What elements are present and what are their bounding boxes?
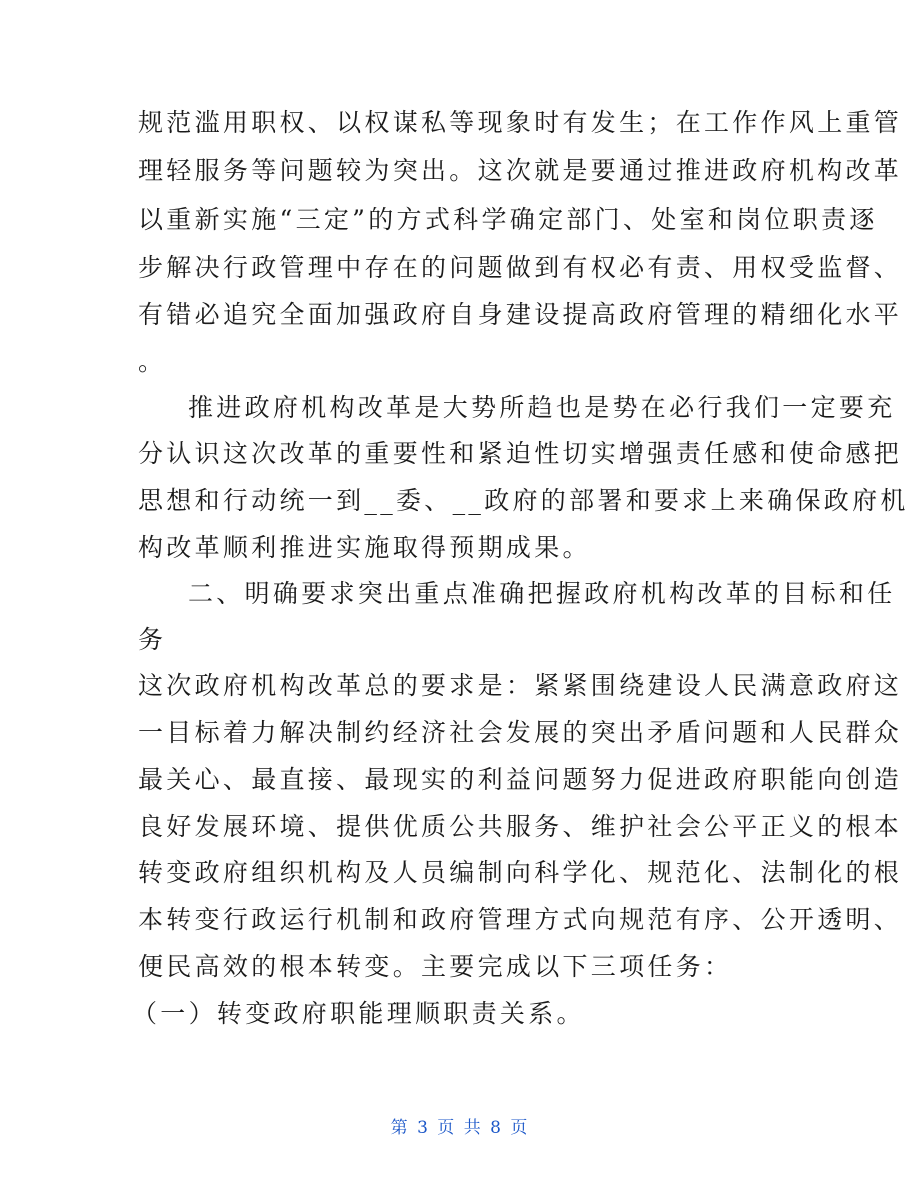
- text-line: 便民高效的根本转变。主要完成以下三项任务：: [138, 952, 733, 981]
- text-line: 。: [138, 347, 167, 376]
- text-line: 以重新实施“三定”的方式科学确定部门、处室和岗位职责逐: [138, 205, 878, 234]
- section-heading-continuation: 务: [138, 625, 167, 654]
- section-heading: 二、明确要求突出重点准确把握政府机构改革的目标和任: [188, 579, 896, 608]
- text-line: 有错必追究全面加强政府自身建设提高政府管理的精细化水平: [138, 300, 903, 329]
- paragraph-first-line: 推进政府机构改革是大势所趋也是势在必行我们一定要充: [188, 393, 896, 422]
- page-number-footer: 第 3 页 共 8 页: [390, 1118, 530, 1138]
- subsection-heading: （一）转变政府职能理顺职责关系。: [132, 999, 585, 1028]
- text-line: 一目标着力解决制约经济社会发展的突出矛盾问题和人民群众: [138, 718, 903, 747]
- text-line: 分认识这次改革的重要性和紧迫性切实增强责任感和使命感把: [138, 439, 903, 468]
- text-line: 本转变行政运行机制和政府管理方式向规范有序、公开透明、: [138, 905, 903, 934]
- text-line: 转变政府组织机构及人员编制向科学化、规范化、法制化的根: [138, 858, 903, 887]
- text-line: 步解决行政管理中存在的问题做到有权必有责、用权受监督、: [138, 253, 903, 282]
- text-line: 理轻服务等问题较为突出。这次就是要通过推进政府机构改革: [138, 156, 903, 185]
- text-line: 规范滥用职权、以权谋私等现象时有发生；在工作作风上重管: [138, 108, 903, 137]
- text-line: 这次政府机构改革总的要求是：紧紧围绕建设人民满意政府这: [138, 671, 903, 700]
- text-line: 构改革顺利推进实施取得预期成果。: [138, 533, 591, 562]
- text-line: 思想和行动统一到__委、__政府的部署和要求上来确保政府机: [138, 486, 909, 515]
- text-line: 最关心、最直接、最现实的利益问题努力促进政府职能向创造: [138, 765, 903, 794]
- text-line: 良好发展环境、提供优质公共服务、维护社会公平正义的根本: [138, 812, 903, 841]
